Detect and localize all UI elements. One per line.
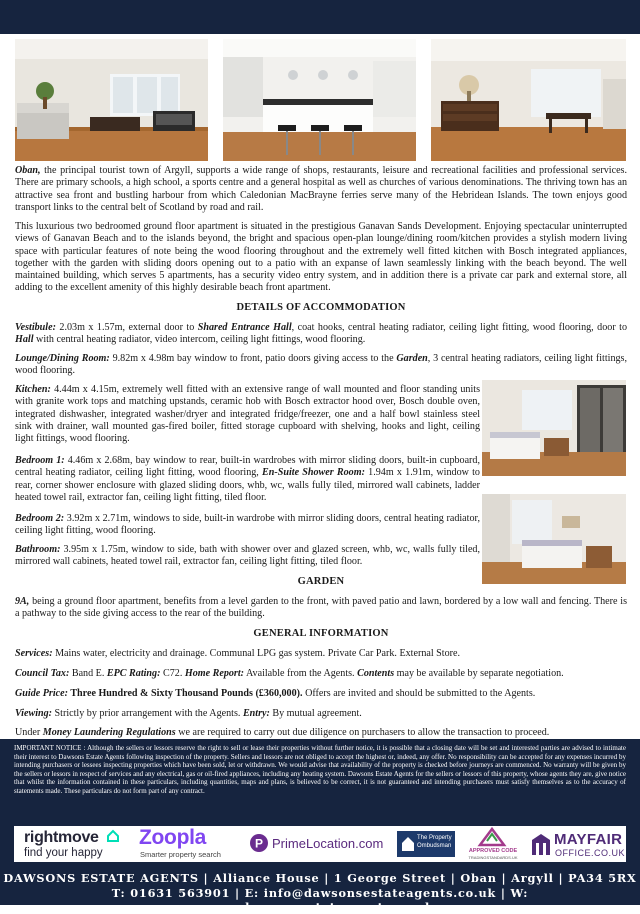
bedroom2-text: 3.92m x 2.71m, windows to side, built-in wardrobe with mirror sliding doors, central heating radiator, ceiling light fitting, wood flooring. xyxy=(15,513,480,537)
guide-price-label: Guide Price: xyxy=(15,688,68,699)
tsi-text-2: TRADINGSTANDARDS.UK xyxy=(468,855,518,860)
rightmove-house-icon xyxy=(107,829,119,841)
kitchen-photo xyxy=(223,39,416,161)
viewing-text: Strictly by prior arrangement with the Agents. xyxy=(52,708,243,719)
viewing-label: Viewing: xyxy=(15,708,53,719)
bedroom1-text-1: 4.46m x 2.68m, bay window to rear, built-in wardrobes with mirror sliding doors, built-in cupboard, central heating radiator, ceiling light fitting, wood flooring, xyxy=(15,455,480,479)
money-laundering-label: Money Laundering Regulations xyxy=(42,727,176,738)
ombudsman-house-icon xyxy=(401,836,415,852)
epc-label: EPC Rating: xyxy=(106,668,161,679)
garden-link-label: Garden xyxy=(396,353,428,364)
primelocation-pin-icon xyxy=(249,833,269,853)
vestibule-text-1: 2.03m x 1.57m, external door to xyxy=(55,322,198,333)
lounge-photo xyxy=(15,39,208,161)
entry-text: By mutual agreement. xyxy=(269,708,362,719)
agent-address: DAWSONS ESTATE AGENTS | Alliance House | 1 George Street | Oban | Argyll | PA34 5RX xyxy=(3,871,637,885)
rightmove-logo[interactable] xyxy=(24,826,124,862)
bedroom1-photo xyxy=(482,380,626,476)
epc-text: C72. xyxy=(160,668,185,679)
vestibule-text-3: with central heating radiator, video intercom, ceiling light fittings, wood flooring. xyxy=(33,334,366,346)
garden-unit-label: 9A, xyxy=(15,596,30,607)
intro-town-text: the principal tourist town of Argyll, supports a wide range of shops, restaurants, leisure and recreational facilities and professional services. There are primary schools, a high school, a sports centre and a general hospital as well as churches of various denominations. The thriving town has an attractive sea front and bustling harbour from which Caledonian MacBrayne ferries serve many of the Hebridean Islands. The town enjoys good transport links to the central belt of Scotland by road and rail. xyxy=(15,165,627,213)
portal-logos-strip xyxy=(14,826,626,862)
zoopla-tagline: Smarter property search xyxy=(140,850,221,859)
ombudsman-badge xyxy=(397,831,455,857)
bathroom-text: 3.95m x 1.75m, window to side, bath with shower over and glazed screen, whb, wc, walls fully tiled, mirrored wall cabinets, heated towel rail, extractor fan, ceiling light fitting, tiled floor. xyxy=(15,544,480,568)
ombudsman-text-1: The Property xyxy=(417,835,452,841)
property-ombudsman-logo[interactable] xyxy=(397,826,455,862)
mayfair-wordmark: MAYFAIR xyxy=(554,831,623,848)
contents-text: may be available by separate negotiation. xyxy=(394,668,564,679)
bedroom1-label: Bedroom 1: xyxy=(15,455,65,466)
kitchen-paragraph xyxy=(15,384,480,445)
services-text: Mains water, electricity and drainage. Communal LPG gas system. Private Car Park. External Store. xyxy=(52,648,461,659)
rightmove-wordmark: rightmove xyxy=(24,829,99,846)
tsi-mark-icon xyxy=(478,827,506,847)
lounge-paragraph xyxy=(15,353,627,378)
agent-contact: T: 01631 563901 | E: info@dawsonsestateagents.co.uk | W: www.dawsonsestateagents.co.uk xyxy=(111,886,529,914)
shared-hall-label: Shared Entrance Hall xyxy=(197,322,292,333)
viewing-paragraph xyxy=(15,708,627,720)
kitchen-label: Kitchen: xyxy=(15,384,51,395)
lounge-label: Lounge/Dining Room: xyxy=(15,353,110,364)
council-tax-text: Band E. xyxy=(69,668,107,679)
vestibule-text-2: , coat hooks, central heating radiator, ceiling light fitting, wood flooring, door to xyxy=(291,322,628,333)
details-heading: DETAILS OF ACCOMMODATION xyxy=(236,302,406,313)
garden-paragraph xyxy=(15,596,627,621)
town-name: Oban, xyxy=(15,165,41,176)
primelocation-logo[interactable] xyxy=(249,826,384,862)
intro-paragraph-town xyxy=(15,165,627,214)
guide-price-value: Three Hundred & Sixty Thousand Pounds (£360,000). xyxy=(67,688,303,699)
bedroom1-paragraph xyxy=(15,455,480,504)
council-tax-paragraph xyxy=(15,668,627,680)
vestibule-label: Vestibule: xyxy=(15,322,56,333)
mayfair-building-icon xyxy=(531,832,551,856)
money-pre-text: Under xyxy=(15,727,43,738)
intro-paragraph-property: This luxurious two bedroomed ground floor apartment is situated in the prestigious Ganavan Sands Development. Enjoying spectacular uninterrupted views of Ganavan Beach and to the islands beyond, the bright and spacious open-plan lounge/dining room/kitchen provides a stylish modern living space with particular features of note being the wood flooring throughout and the extremely well fitted kitchen with Bosch integrated appliances, together with the garden with sliding doors opening out to a patio with an expanse of lawn seamlessly linking with the beach beyond. The well maintained building, which serves 5 apartments, has a security video entry system, and in addition there is a private car park and external store, all adding to the excellent amenity of this highly desirable beach front apartment. xyxy=(15,221,627,294)
tsi-text-1: APPROVED CODE xyxy=(468,848,518,854)
bedroom2-label: Bedroom 2: xyxy=(15,513,65,524)
bathroom-paragraph xyxy=(15,544,480,569)
bedroom1-text-2: 1.94m x 1.91m, window to rear, corner shower enclosure with glazed sliding doors, whb, wc, walls fully tiled, mirrored wall cabinets, ladder heated towel rail, extractor fan, ceiling light fitting, tiled floor. xyxy=(15,467,480,503)
home-report-label: Home Report: xyxy=(184,668,245,679)
top-banner xyxy=(0,0,640,34)
council-tax-label: Council Tax: xyxy=(15,668,70,679)
primelocation-wordmark: PrimeLocation.com xyxy=(272,836,384,851)
tsi-approved-logo[interactable] xyxy=(462,826,524,862)
services-paragraph xyxy=(15,648,627,660)
rightmove-tagline: find your happy xyxy=(24,847,103,859)
lounge-text-2: , 3 central heating radiators, ceiling light fittings, wood flooring. xyxy=(15,353,627,377)
bedroom2-paragraph xyxy=(15,513,480,538)
contents-label: Contents xyxy=(357,668,395,679)
money-laundering-paragraph xyxy=(15,727,627,739)
entry-label: Entry: xyxy=(242,708,270,719)
vestibule-paragraph xyxy=(15,322,627,347)
guide-price-text: Offers are invited and should be submitted to the Agents. xyxy=(302,688,536,699)
svg-text:P: P xyxy=(254,836,264,851)
important-notice: IMPORTANT NOTICE : Although the sellers or lessors reserve the right to sell or lease their properties without further notice, it is possible that a closing date will be set and interested parties are advised to intimate their interest to Dawsons Estate Agents following inspection of the property. Sellers and lessors are not obliged to accept the highest or, indeed, any offer. No responsibility can be accepted for any expenses incurred by intending purchasers or lessees inspecting properties which have been sold, let or withdrawn. We would advise that availability of the property is checked before journeys are commenced. No warranty will be given by the sellers or lessors in respect of services and any electrical, gas or oil-fired appliances, including any heating system. Dawsons Estate Agents for the sellers or lessors of this property, whose agents they are, give notice that whilst the information contained in these particulars, including quantities, maps and plans, is believed to be correct, it is not guaranteed and intending purchasers must satisfy themselves as to the accuracy of statements made. These particulars do not form part of any contract. xyxy=(14,744,626,795)
dining-photo xyxy=(431,39,626,161)
kitchen-text: 4.44m x 4.15m, extremely well fitted with an extensive range of wall mounted and floor standing units with granite work tops and matching upstands, ceramic hob with Bosch extractor hood over, Bosch double oven, integrated dishwasher, integrated washer/dryer and integrated fridge/freezer, one and a half bowl stainless steel sink with drainer, wall mounted gas-fired boiler, fitted storage cupboard with shelving, hooks and light, ceiling light fittings, wood flooring. xyxy=(15,384,480,445)
services-label: Services: xyxy=(15,648,53,659)
lounge-text-1: 9.82m x 4.98m bay window to front, patio doors giving access to the xyxy=(109,353,397,364)
bedroom2-photo xyxy=(482,494,626,584)
guide-price-paragraph xyxy=(15,688,627,700)
garden-text: being a ground floor apartment, benefits from a level garden to the front, with paved patio and lawn, bordered by a low wall and fencing. There is a pathway to the side giving access to the rear of the building. xyxy=(15,596,627,620)
hall-label: Hall xyxy=(15,334,34,346)
mayfair-office-logo[interactable] xyxy=(531,826,626,862)
zoopla-wordmark: Zoopla xyxy=(139,826,207,849)
garden-heading: GARDEN xyxy=(297,576,345,587)
money-laundering-text: we are required to carry out due diligence on purchasers to allow the transaction to proceed. xyxy=(175,727,550,738)
zoopla-logo[interactable] xyxy=(139,826,244,862)
bathroom-label: Bathroom: xyxy=(15,544,61,555)
general-info-heading: GENERAL INFORMATION xyxy=(253,628,389,639)
mayfair-subtext: OFFICE.CO.UK xyxy=(555,848,626,858)
ombudsman-text-2: Ombudsman xyxy=(417,843,452,849)
ensuite-label: En-Suite Shower Room: xyxy=(262,467,365,479)
home-report-text: Available from the Agents. xyxy=(244,668,358,679)
